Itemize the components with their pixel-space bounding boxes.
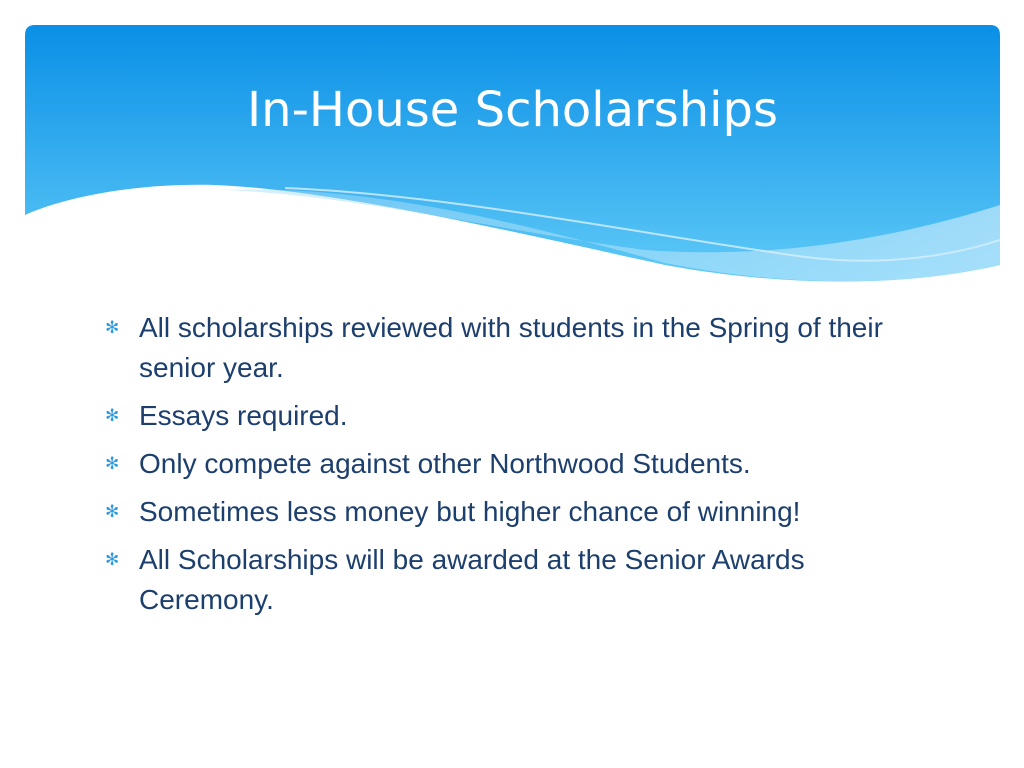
bullet-text: All scholarships reviewed with students in the Spring of their senior year.: [139, 312, 883, 383]
bullet-item: [105, 396, 905, 436]
bullet-list: [105, 308, 905, 628]
asterisk-bullet-icon: ✻: [105, 502, 120, 522]
asterisk-bullet-icon: ✻: [105, 318, 120, 338]
bullet-text: Only compete against other Northwood Students.: [139, 448, 751, 479]
bullet-item: [105, 492, 905, 532]
bullet-item: [105, 540, 905, 620]
bullet-item: [105, 444, 905, 484]
bullet-text: All Scholarships will be awarded at the Senior Awards Ceremony.: [139, 544, 805, 615]
slide-title: In-House Scholarships: [247, 82, 778, 138]
header-banner: [25, 25, 1000, 295]
header-wave-graphic: [25, 25, 1000, 295]
asterisk-bullet-icon: ✻: [105, 454, 120, 474]
bullet-text: Essays required.: [139, 400, 348, 431]
asterisk-bullet-icon: ✻: [105, 550, 120, 570]
asterisk-bullet-icon: ✻: [105, 406, 120, 426]
bullet-text: Sometimes less money but higher chance of winning!: [139, 496, 801, 527]
bullet-item: [105, 308, 905, 388]
